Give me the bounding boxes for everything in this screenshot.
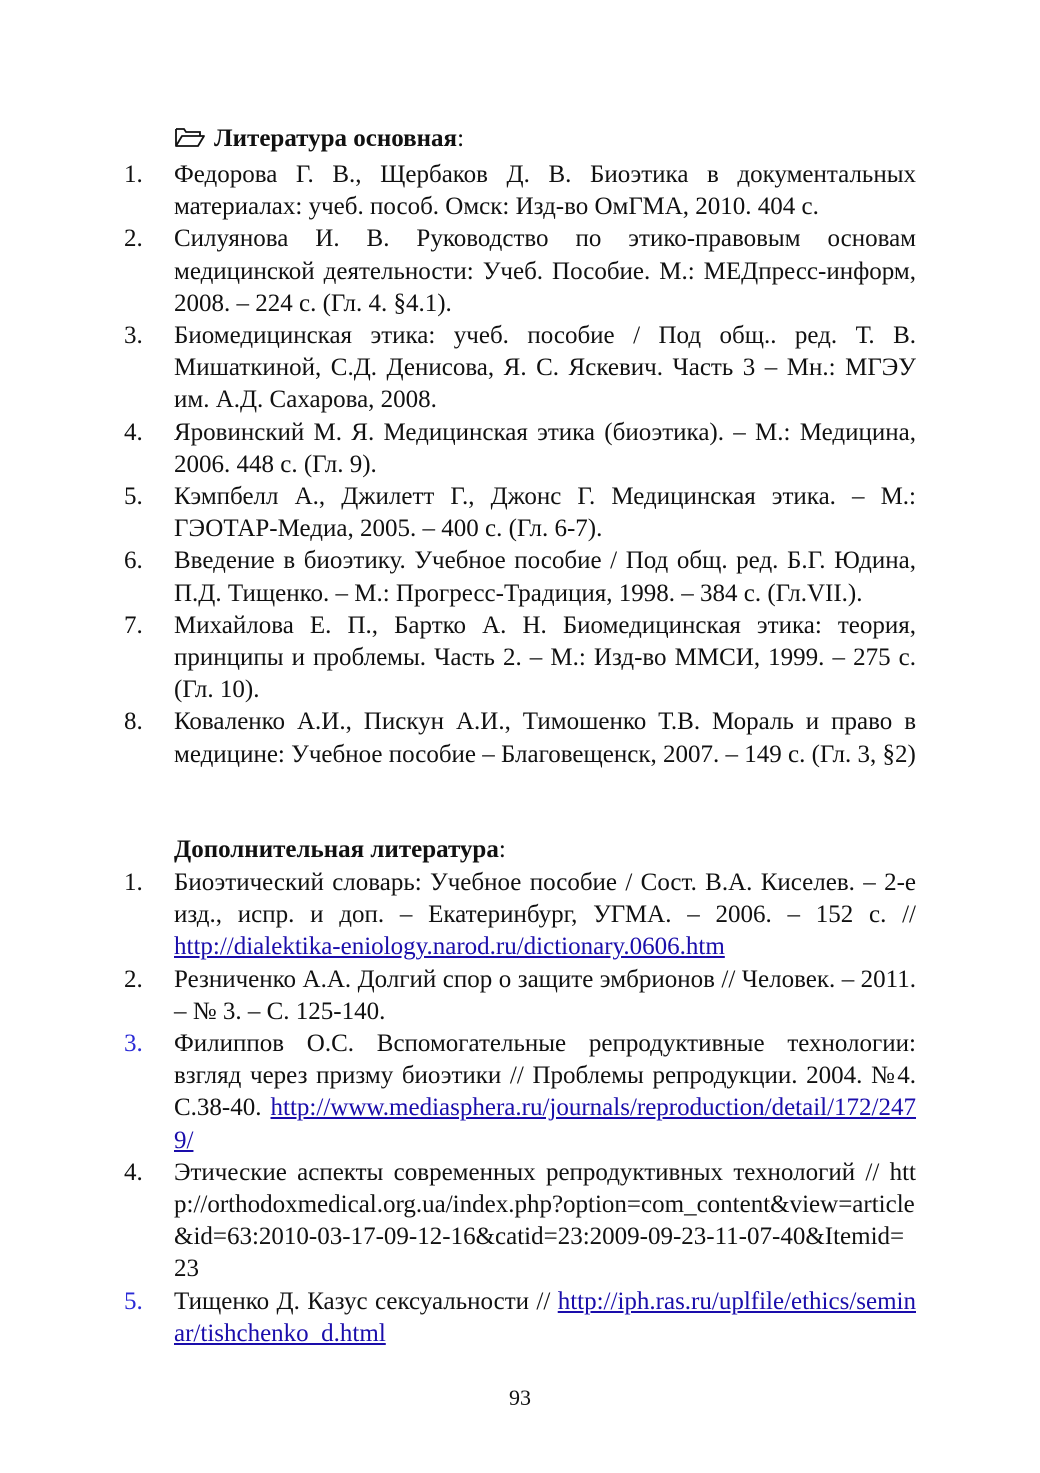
additional-heading-text: Дополнительная литература bbox=[174, 836, 499, 863]
item-number: 1. bbox=[124, 869, 143, 896]
item-text: Биомедицинская этика: учеб. пособие / Под общ.. ред. Т. В. Мишаткиной, С.Д. Денисова, Я. С. Яскевич. Часть 3 – Мн.: МГЭУ им. А.Д. Сахарова, 2008. bbox=[174, 322, 916, 414]
list-item bbox=[0, 545, 1040, 609]
item-number: 5. bbox=[124, 1287, 143, 1315]
mediasphera-link[interactable]: http://www.mediasphera.ru/journals/reproduction/detail/172/2479/ bbox=[174, 1094, 916, 1154]
item-number: 6. bbox=[124, 547, 143, 575]
item-text: Резниченко А.А. Долгий спор о защите эмбрионов // Человек. – 2011. – № 3. – С. 125-140. bbox=[174, 965, 916, 1025]
item-number: 2. bbox=[124, 965, 143, 993]
item-number: 1. bbox=[124, 161, 143, 188]
item-text bbox=[174, 867, 916, 964]
list-item bbox=[0, 1028, 1040, 1157]
list-item bbox=[0, 481, 1040, 545]
item-text: Федорова Г. В., Щербаков Д. В. Биоэтика в документальных материалах: учеб. пособ. Омск: Изд-во ОмГМА, 2010. 404 с. bbox=[174, 161, 916, 221]
list-item bbox=[0, 610, 1040, 707]
item-number: 4. bbox=[124, 418, 143, 446]
main-heading-colon: : bbox=[457, 125, 465, 152]
additional-literature-list bbox=[0, 867, 1040, 1350]
list-item bbox=[0, 867, 1040, 964]
folder-icon bbox=[174, 125, 206, 158]
additional-heading-colon: : bbox=[498, 836, 506, 863]
item-text: Введение в биоэтику. Учебное пособие / Под общ. ред. Б.Г. Юдина, П.Д. Тищенко. – М.: Прогресс-Традиция, 1998. – 384 с. (Гл.VII.). bbox=[174, 547, 916, 607]
list-item bbox=[0, 706, 1040, 770]
item-text-body: Филиппов О.С. Вспомогательные репродуктивные технологии: взгляд через призму биоэтики // Проблемы репродукции. 2004. №4. С.38-40. bbox=[174, 1030, 916, 1122]
main-heading-text: Литература основная bbox=[214, 125, 458, 152]
item-number: 2. bbox=[124, 225, 143, 253]
item-number: 4. bbox=[124, 1158, 143, 1186]
item-text-body: Тищенко Д. Казус сексуальности // bbox=[174, 1287, 558, 1315]
item-number: 7. bbox=[124, 611, 143, 639]
item-text: Яровинский М. Я. Медицинская этика (биоэтика). – М.: Медицина, 2006. 448 с. (Гл. 9). bbox=[174, 418, 916, 478]
list-item bbox=[0, 223, 1040, 320]
list-item bbox=[0, 159, 1040, 223]
additional-literature-heading bbox=[174, 834, 916, 866]
list-item bbox=[0, 964, 1040, 1028]
list-item bbox=[0, 417, 1040, 481]
item-number: 3. bbox=[124, 322, 143, 350]
item-number: 5. bbox=[124, 483, 143, 511]
item-text bbox=[174, 1028, 916, 1157]
item-text: Коваленко А.И., Пискун А.И., Тимошенко Т.В. Мораль и право в медицине: Учебное пособие – Благовещенск, 2007. – 149 с. (Гл. 3, §2) bbox=[174, 708, 916, 768]
item-text: Михайлова Е. П., Бартко А. Н. Биомедицинская этика: теория, принципы и проблемы. Часть 2. – М.: Изд-во ММСИ, 1999. – 275 с. (Гл. 10). bbox=[174, 611, 916, 704]
page-number: 93 bbox=[509, 1385, 531, 1410]
item-number: 3. bbox=[124, 1030, 143, 1058]
item-text-body: Биоэтический словарь: Учебное пособие / Сост. В.А. Киселев. – 2-е изд., испр. и доп. – Екатеринбург, УГМА. – 2006. – 152 с. // bbox=[174, 869, 916, 929]
item-text: Силуянова И. В. Руководство по этико-правовым основам медицинской деятельности: Учеб. Пособие. М.: МЕДпресс-информ, 2008. – 224 с. (Гл. 4. §4.1). bbox=[174, 225, 916, 317]
dictionary-link[interactable]: http://dialektika-eniology.narod.ru/dictionary.0606.htm bbox=[174, 933, 725, 961]
iph-ras-link[interactable]: http://iph.ras.ru/uplfile/ethics/seminar/tishchenko_d.html bbox=[174, 1287, 916, 1347]
list-item bbox=[0, 1157, 1040, 1286]
item-text: Кэмпбелл А., Джилетт Г., Джонс Г. Медицинская этика. – М.: ГЭОТАР-Медиа, 2005. – 400 с. (Гл. 6-7). bbox=[174, 483, 916, 543]
list-item bbox=[0, 1286, 1040, 1350]
item-text: Этические аспекты современных репродуктивных технологий // http://orthodoxmedical.org.ua/index.php?option=com_content&view=article&id=63:2010-03-17-09-12-16&catid=23:2009-09-23-11-07-40&Itemid=23 bbox=[174, 1158, 916, 1283]
main-literature-heading bbox=[174, 123, 916, 158]
list-item bbox=[0, 320, 1040, 417]
item-number: 8. bbox=[124, 708, 143, 736]
item-text bbox=[174, 1286, 916, 1350]
main-literature-list bbox=[0, 159, 1040, 771]
